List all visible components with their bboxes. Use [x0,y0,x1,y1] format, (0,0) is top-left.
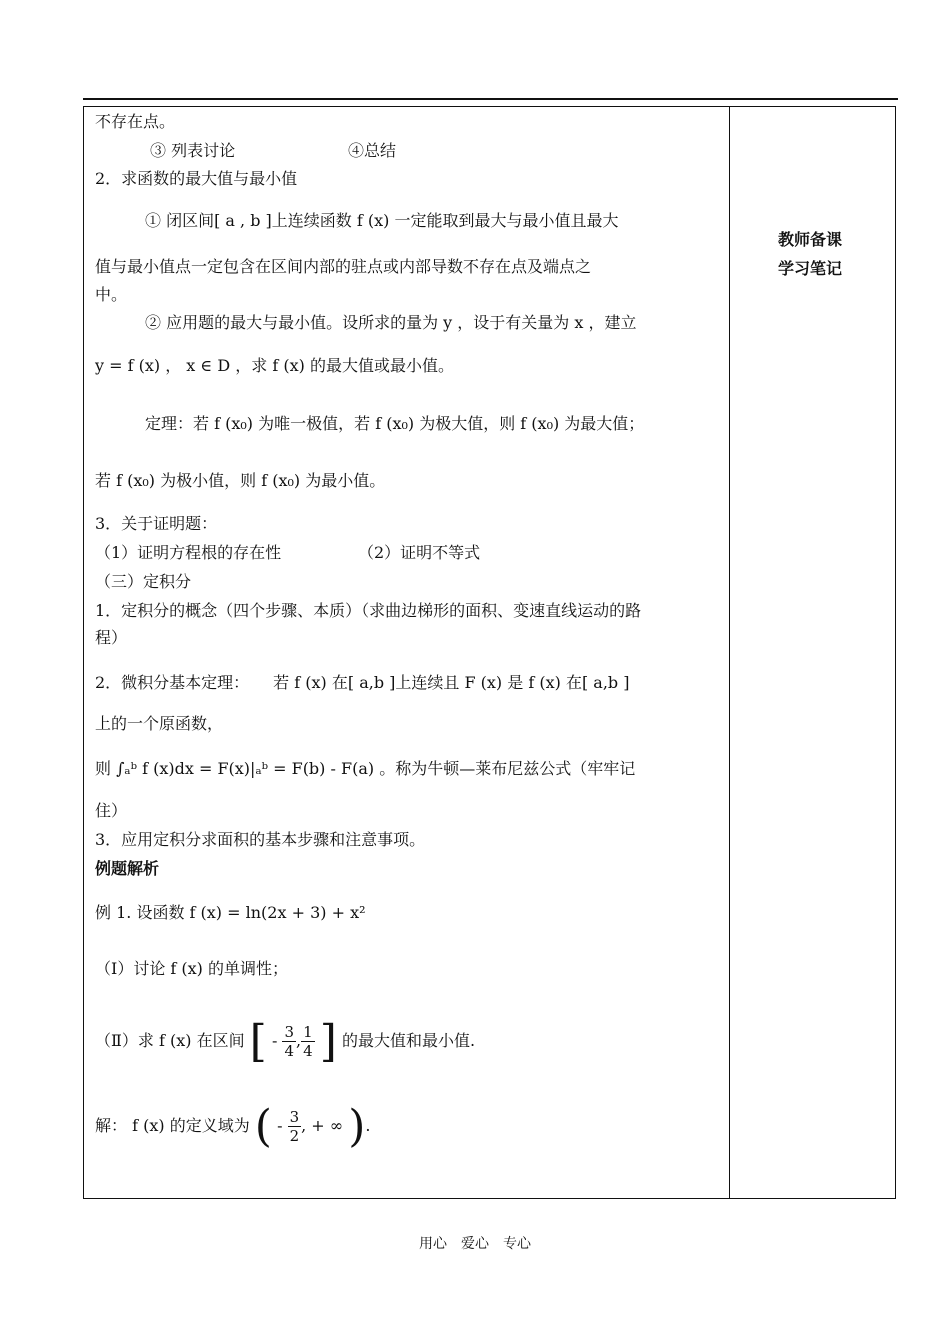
column-divider [729,106,730,1199]
text-line: 3．关于证明题： [95,514,218,533]
right-bracket: ] [319,1015,337,1067]
text-line: 则 ∫ₐᵇ f (x)dx = F(x)|ₐᵇ = F(b) - F(a) 。称为牛顿—莱布尼兹公式（牢牢记 [95,759,636,778]
text-line: ④总结 [348,141,397,160]
page-footer: 用心 爱心 专心 [419,1236,531,1252]
text-line: 若 f (x₀) 为极小值，则 f (x₀) 为最小值。 [95,471,386,490]
left-bracket: [ [249,1015,267,1067]
text-line: 值与最小值点一定包含在区间内部的驻点或内部导数不存在点及端点之 [95,257,592,276]
text-line: （三）定积分 [95,572,192,591]
header-rule [83,98,898,100]
text-line-interval: （Ⅱ）求 f (x) 在区间 [ - $\frac{3}{4}$ , $\frac{1}{4}$ ] 的最大值和最小值. [95,1015,476,1067]
right-paren: ) [348,1100,366,1152]
text-line: 例 1. 设函数 f (x) = ln(2x + 3) + x² [95,903,366,922]
text-line: 定理：若 f (x₀) 为唯一极值，若 f (x₀) 为极大值，则 f (x₀) 为最大值； [145,414,645,433]
text-line: 上的一个原函数， [95,714,224,733]
text-line: （2）证明不等式 [358,543,481,562]
side-label-1: 教师备课 [777,230,842,249]
section-heading: 例题解析 [95,859,160,878]
fraction: $\frac{3}{4}$ [284,1023,294,1060]
text-line: 1．定积分的概念（四个步骤、本质）（求曲边梯形的面积、变速直线运动的路 [95,601,642,620]
domain-prefix: 解： f (x) 的定义域为 [95,1116,250,1135]
left-paren: ( [254,1100,272,1152]
text-line: ② 应用题的最大与最小值。设所求的量为 y ，设于有关量为 x ，建立 [145,313,637,332]
text-line: 2．微积分基本定理： 若 f (x) 在[ a,b ]上连续且 F (x) 是 f (x) 在[ a,b ] [95,673,630,692]
text-line: ③ 列表讨论 [150,141,236,160]
text-line: （Ⅰ）讨论 f (x) 的单调性； [95,959,289,978]
text-line: 2．求函数的最大值与最小值 [95,169,298,188]
text-line-domain: 解： f (x) 的定义域为 ( - $\frac{3}{2}$ , + ∞ ). [95,1100,371,1152]
fraction: $\frac{3}{2}$ [289,1108,300,1145]
fraction: $\frac{1}{4}$ [303,1023,313,1060]
side-label-2: 学习笔记 [777,259,842,278]
text-line: ① 闭区间[ a , b ]上连续函数 f (x) 一定能取到最大与最小值且最大 [145,211,619,230]
interval-prefix: （Ⅱ）求 f (x) 在区间 [95,1031,245,1050]
text-line: 3．应用定积分求面积的基本步骤和注意事项。 [95,830,426,849]
text-line: 中。 [95,285,128,304]
text-line: 不存在点。 [95,112,176,131]
text-line: y = f (x) ， x ∈ D ，求 f (x) 的最大值或最小值。 [95,356,454,375]
text-line: （1）证明方程根的存在性 [95,543,282,562]
text-line: 程） [95,628,128,647]
text-line: 住） [95,801,128,820]
interval-suffix: 的最大值和最小值. [341,1031,476,1050]
domain-infinity: , + ∞ [301,1116,344,1135]
